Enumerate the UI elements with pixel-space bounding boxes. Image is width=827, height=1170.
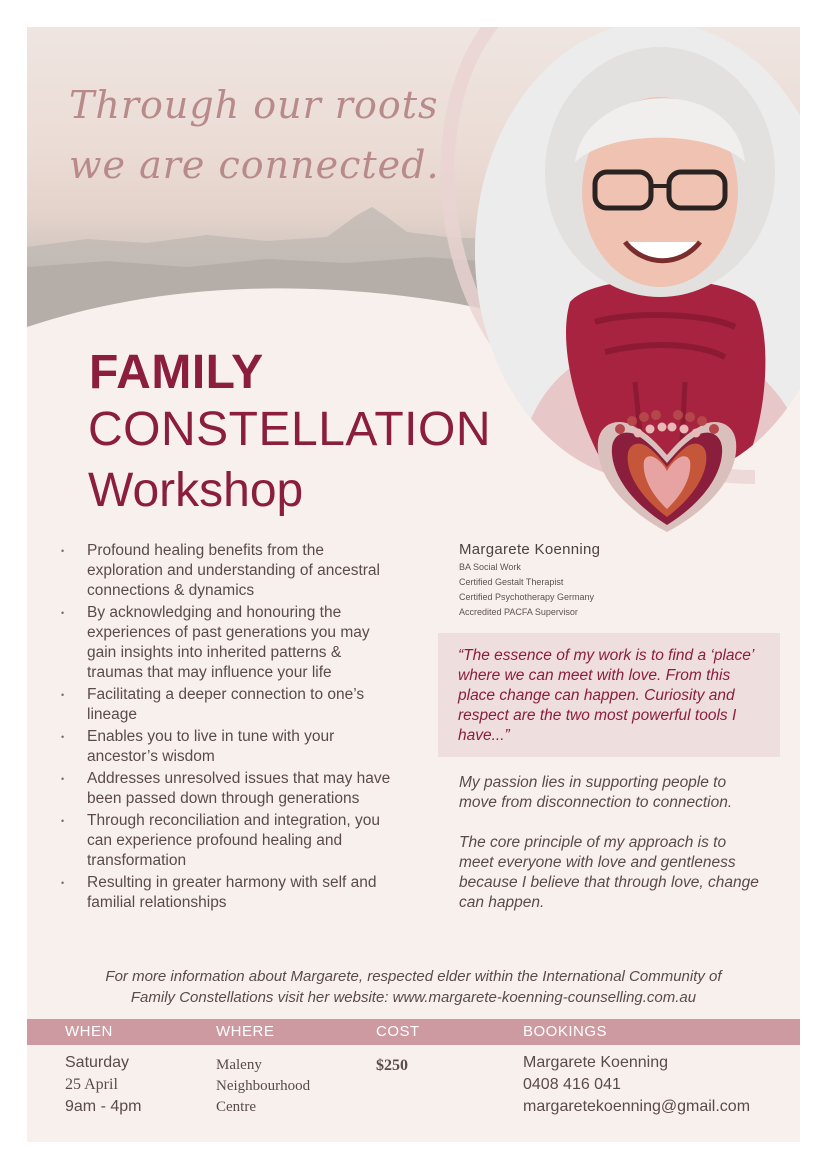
- benefit-item: • Profound healing benefits from the exploration and understanding of ancestral connections & dynamics: [61, 541, 401, 601]
- benefit-item: • Enables you to live in tune with your ancestor’s wisdom: [61, 727, 401, 767]
- benefit-item: • Resulting in greater harmony with self and familial relationships: [61, 873, 401, 913]
- passion-statement: [459, 773, 759, 933]
- where-line-2: Neighbourhood: [216, 1078, 311, 1094]
- tagline-line-1: Through our roots: [69, 83, 439, 127]
- bookings-heading: BOOKINGS: [523, 1023, 608, 1040]
- passion-paragraph-1: My passion lies in supporting people to move from disconnection to connection.: [459, 774, 733, 811]
- where-details: [216, 1055, 310, 1118]
- when-heading: WHEN: [65, 1023, 113, 1040]
- benefit-item: • Facilitating a deeper connection to one’s lineage: [61, 685, 401, 725]
- when-day: Saturday: [65, 1054, 130, 1071]
- credential-item: Accredited PACFA Supervisor: [459, 607, 578, 617]
- title-workshop: Workshop: [88, 464, 304, 517]
- flyer-page: [27, 27, 800, 1142]
- where-heading: WHERE: [216, 1023, 275, 1040]
- more-info-line-1: For more information about Margarete, respected elder within the International Community of: [105, 968, 722, 985]
- title-constellation: CONSTELLATION: [88, 403, 492, 456]
- cost-heading: COST: [376, 1023, 420, 1040]
- bookings-details: [523, 1052, 750, 1118]
- passion-paragraph-2: The core principle of my approach is to meet everyone with love and gentleness because I believe that through love, change can happen.: [459, 834, 759, 911]
- quote-text: “The essence of my work is to find a ‘place’ where we can meet with love. From this place change can happen. Curiosity and respect are the two most powerful tools I have...”: [458, 647, 754, 744]
- credential-item: BA Social Work: [459, 562, 521, 572]
- credential-item: Certified Gestalt Therapist: [459, 577, 564, 587]
- where-line-3: Centre: [216, 1099, 256, 1115]
- cost-value: $250: [376, 1057, 408, 1074]
- constellation-heart-logo: [590, 397, 745, 537]
- facilitator-name: Margarete Koenning: [459, 541, 601, 558]
- when-details: [65, 1052, 141, 1118]
- benefit-item: • Addresses unresolved issues that may have been passed down through generations: [61, 769, 401, 809]
- facilitator-credentials: [459, 560, 594, 620]
- benefit-item: • By acknowledging and honouring the experiences of past generations you may gain insights into inherited patterns & traumas that may influence your life: [61, 603, 401, 683]
- more-info-line-2: Family Constellations visit her website: www.margarete-koenning-counselling.com.au: [130, 989, 697, 1006]
- cost-details: [376, 1055, 408, 1077]
- tagline-line-2: we are connected.: [69, 143, 440, 187]
- when-time: 9am - 4pm: [65, 1098, 142, 1115]
- where-line-1: Maleny: [216, 1057, 262, 1073]
- benefits-list: [61, 541, 401, 915]
- credential-item: Certified Psychotherapy Germany: [459, 592, 595, 602]
- bookings-email[interactable]: margaretekoenning@gmail.com: [523, 1098, 751, 1115]
- quote-box: [438, 633, 780, 757]
- benefit-item: • Through reconciliation and integration, you can experience profound healing and transformation: [61, 811, 401, 871]
- when-date: 25 April: [65, 1076, 118, 1093]
- bookings-phone[interactable]: 0408 416 041: [523, 1076, 621, 1093]
- title-family: FAMILY: [89, 346, 264, 399]
- more-info: [27, 966, 800, 1008]
- details-header-bar: [27, 1019, 800, 1045]
- tagline: [69, 75, 449, 195]
- bookings-name: Margarete Koenning: [523, 1054, 668, 1071]
